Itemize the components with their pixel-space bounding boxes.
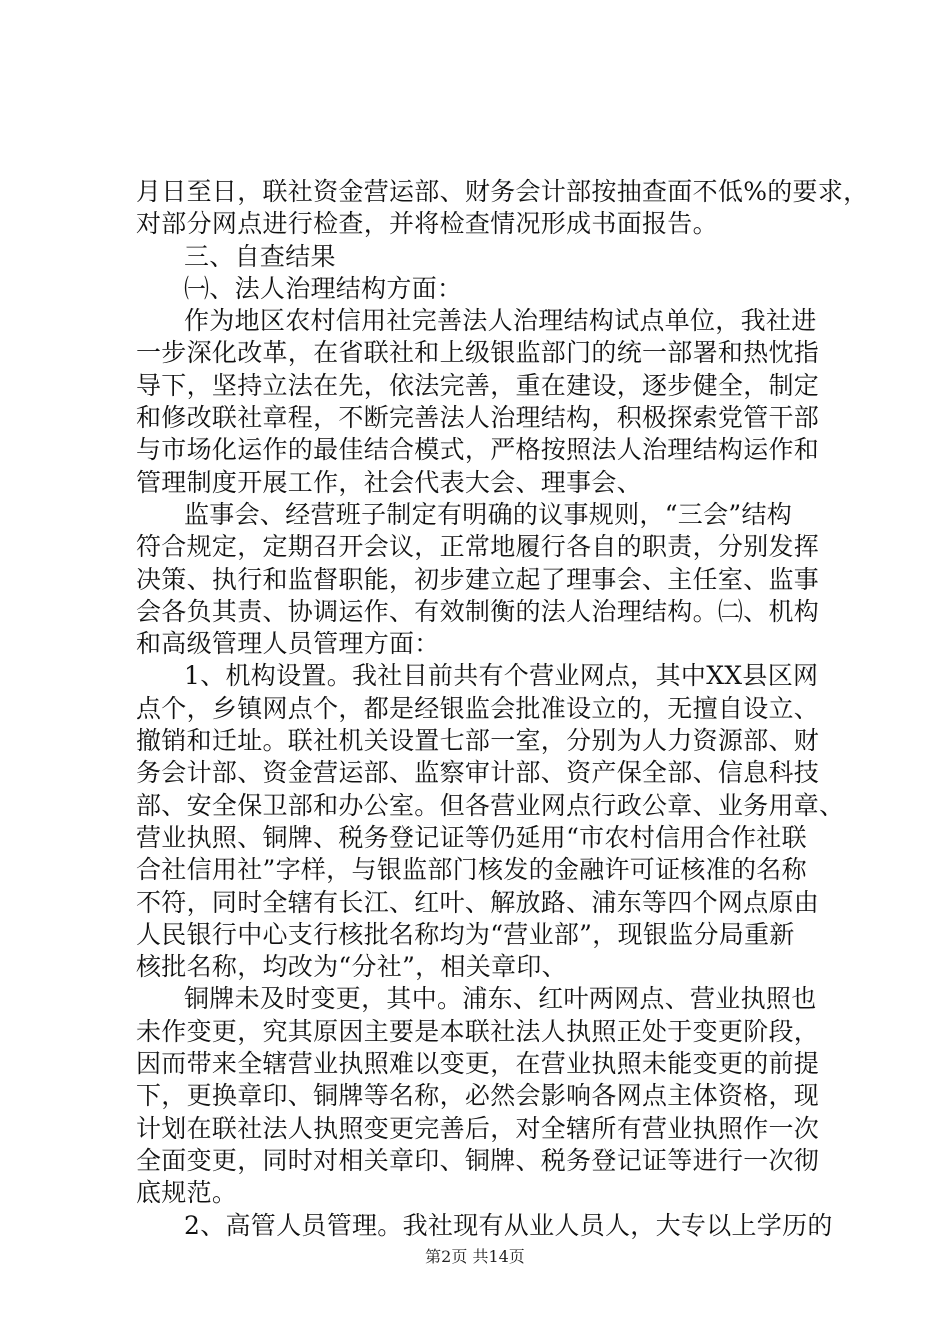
- text-line: 铜牌未及时变更，其中。浦东、红叶两网点、营业执照也: [184, 984, 817, 1014]
- text-line: 和修改联社章程，不断完善法人治理结构，积极探索党管干部: [136, 403, 820, 433]
- text-line: 营业执照、铜牌、税务登记证等仍延用“市农村信用合作社联: [136, 822, 807, 852]
- text-line: 计划在联社法人执照变更完善后，对全辖所有营业执照作一次: [136, 1113, 820, 1143]
- text-line: 符合规定，定期召开会议，正常地履行各自的职责，分别发挥: [136, 532, 820, 562]
- text-line: 对部分网点进行检查，并将检查情况形成书面报告。: [136, 209, 718, 239]
- text-line: 人民银行中心支行核批名称均为“营业部”，现银监分局重新: [136, 919, 795, 949]
- text-line: 和高级管理人员管理方面：: [136, 629, 440, 659]
- text-line: 导下，坚持立法在先，依法完善，重在建设，逐步健全，制定: [136, 370, 820, 400]
- text-line: 合社信用社”字样，与银监部门核发的金融许可证核准的名称: [136, 855, 807, 885]
- text-line: 2、高管人员管理。我社现有从业人员人，大专以上学历的: [184, 1210, 833, 1240]
- text-line: 未作变更，究其原因主要是本联社法人执照正处于变更阶段，: [136, 1016, 820, 1046]
- text-line: 底规范。: [136, 1178, 238, 1208]
- text-line: 月日至日，联社资金营运部、财务会计部按抽查面不低%的要求，: [136, 177, 869, 206]
- document-body: [136, 176, 869, 1242]
- text-line: 与市场化运作的最佳结合模式，严格按照法人治理结构运作和: [136, 435, 820, 465]
- text-line: 决策、执行和监督职能，初步建立起了理事会、主任室、监事: [136, 564, 820, 594]
- text-line: 监事会、经营班子制定有明确的议事规则，“三会”结构: [184, 499, 793, 529]
- text-line: 1、机构设置。我社目前共有个营业网点，其中XX县区网: [184, 661, 819, 691]
- text-line: 务会计部、资金营运部、监察审计部、资产保全部、信息科技: [136, 758, 820, 788]
- text-line: 下，更换章印、铜牌等名称，必然会影响各网点主体资格，现: [136, 1081, 820, 1111]
- text-line: 三、自查结果: [184, 241, 336, 271]
- text-line: 点个，乡镇网点个，都是经银监会批准设立的，无擅自设立、: [136, 693, 820, 723]
- text-line: 管理制度开展工作，社会代表大会、理事会、: [136, 467, 643, 497]
- text-line: 部、安全保卫部和办公室。但各营业网点行政公章、业务用章、: [136, 790, 845, 820]
- text-line: 核批名称，均改为“分社”，相关章印、: [136, 952, 567, 982]
- text-line: ㈠、法人治理结构方面：: [184, 273, 463, 303]
- text-line: 全面变更，同时对相关章印、铜牌、税务登记证等进行一次彻: [136, 1145, 820, 1175]
- text-line: 作为地区农村信用社完善法人治理结构试点单位，我社进: [184, 306, 817, 336]
- page-footer: 第2页 共14页: [425, 1247, 525, 1266]
- text-line: 会各负其责、协调运作、有效制衡的法人治理结构。㈡、机构: [136, 596, 820, 626]
- text-line: 撤销和迁址。联社机关设置七部一室，分别为人力资源部、财: [136, 726, 820, 756]
- text-line: 不符，同时全辖有长江、红叶、解放路、浦东等四个网点原由: [136, 887, 820, 917]
- text-line: 一步深化改革，在省联社和上级银监部门的统一部署和热忱指: [136, 338, 820, 368]
- text-line: 因而带来全辖营业执照难以变更，在营业执照未能变更的前提: [136, 1049, 820, 1079]
